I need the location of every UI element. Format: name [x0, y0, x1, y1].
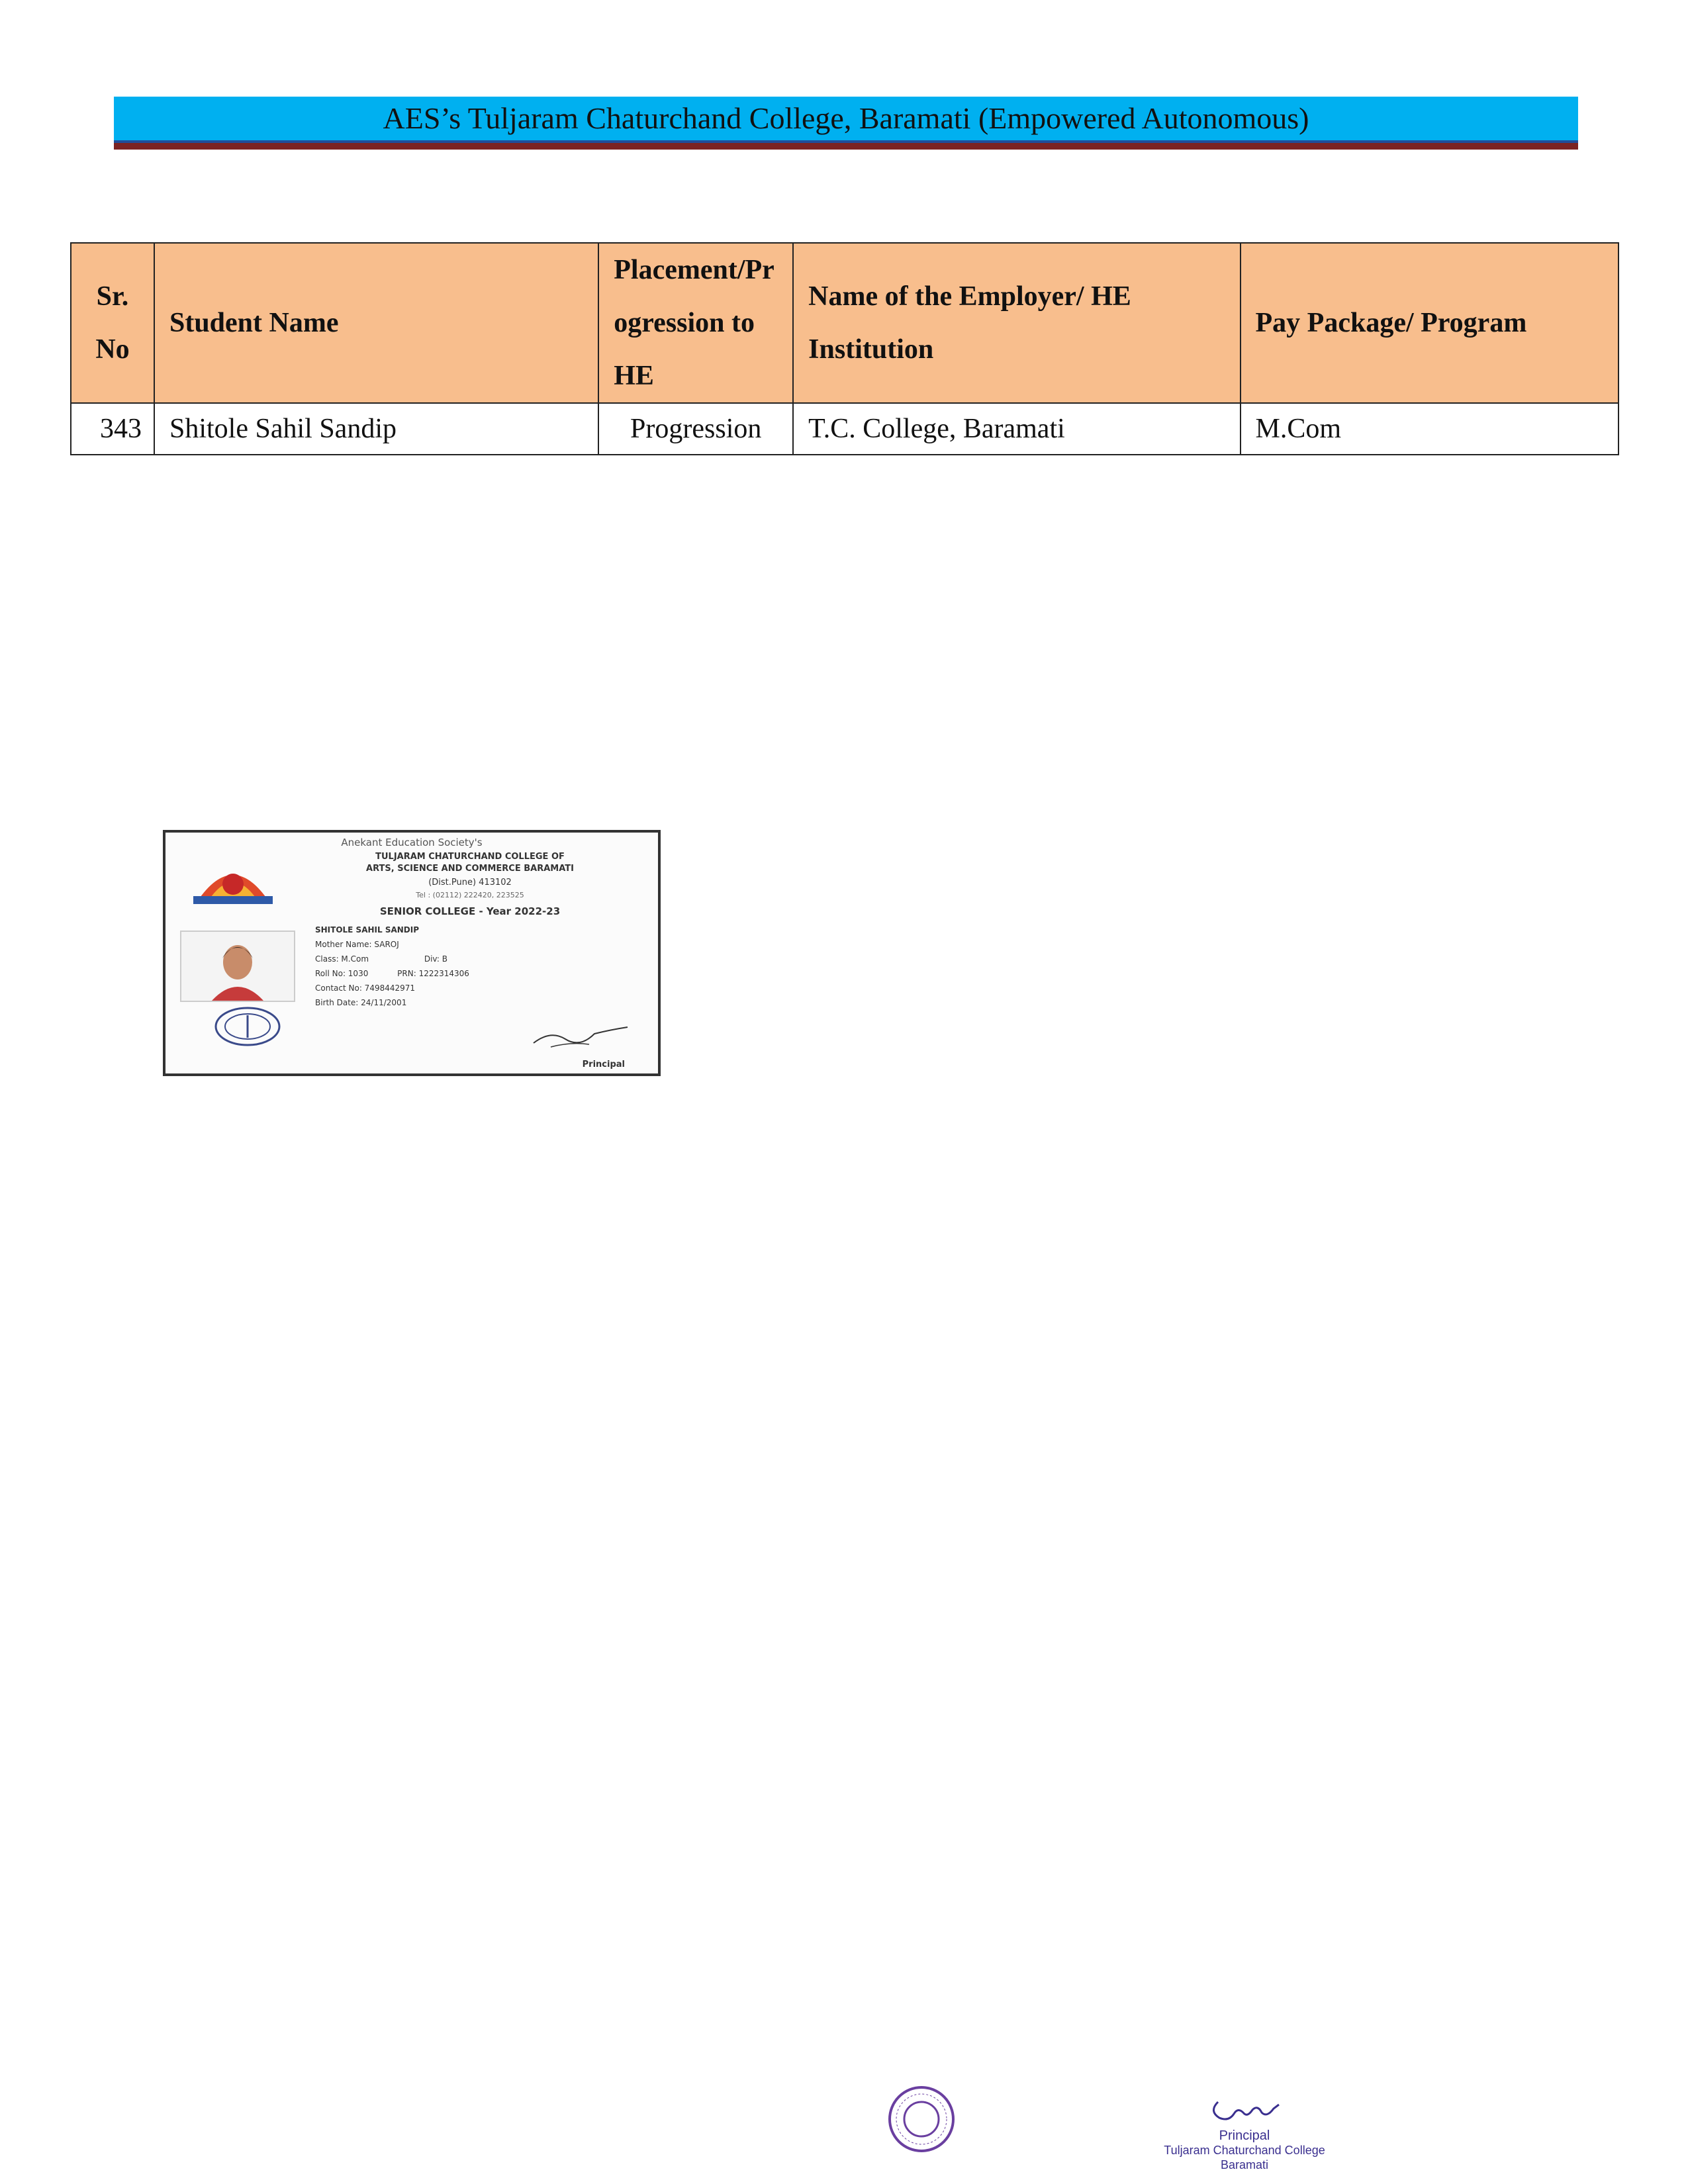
principal-institution: Tuljaram Chaturchand College [1164, 2144, 1325, 2157]
id-card-student-name: SHITOLE SAHIL SANDIP [315, 925, 420, 934]
id-card-college [298, 851, 642, 875]
id-card-contact: Contact No: 7498442971 [315, 983, 416, 993]
cell-placement: Progression [598, 403, 793, 455]
cell-student-name: Shitole Sahil Sandip [154, 403, 598, 455]
id-card-society: Anekant Education Society's [341, 837, 483, 848]
id-card-college-line1: TULJARAM CHATURCHAND COLLEGE OF [375, 852, 565, 862]
header-employer: Name of the Employer/ HE Institution [793, 243, 1240, 403]
college-header-banner [114, 97, 1578, 140]
id-card-division: Div: B [424, 954, 447, 964]
id-card-class-row [315, 952, 469, 966]
id-card-college-line2: ARTS, SCIENCE AND COMMERCE BARAMATI [366, 864, 574, 874]
principal-city: Baramati [1220, 2158, 1269, 2171]
college-header-title: AES’s Tuljaram Chaturchand College, Baramati (Empowered Autonomous) [383, 101, 1309, 135]
id-card-session: SENIOR COLLEGE - Year 2022-23 [379, 905, 561, 917]
principal-designation: Principal [1219, 2128, 1270, 2143]
table-header-row [71, 243, 1618, 403]
id-card-roll-row [315, 966, 469, 981]
header-rule-maroon [114, 143, 1578, 150]
id-card-signatory: Principal [582, 1060, 625, 1069]
college-seal-icon [212, 1005, 283, 1048]
college-logo-icon [191, 855, 275, 905]
cell-employer: T.C. College, Baramati [793, 403, 1240, 455]
principal-handwritten-signature-icon [1209, 2095, 1283, 2124]
cell-sr-no: 343 [71, 403, 154, 455]
id-card-mother-name: Mother Name: SAROJ [315, 940, 399, 949]
principal-signature-icon [531, 1022, 630, 1051]
id-card-district: (Dist.Pune) 413102 [428, 878, 512, 887]
student-photo [180, 931, 295, 1002]
id-card-prn: PRN: 1222314306 [397, 969, 469, 978]
id-card-phone: Tel : (02112) 222420, 223525 [416, 891, 524, 899]
cell-pay-package: M.Com [1241, 403, 1618, 455]
header-pay-package: Pay Package/ Program [1241, 243, 1618, 403]
header-student-name: Student Name [154, 243, 598, 403]
college-round-seal-icon [887, 2085, 956, 2154]
header-placement: Placement/Progression to HE [598, 243, 793, 403]
id-card-roll-no: Roll No: 1030 [315, 969, 369, 978]
id-card-birth-date: Birth Date: 24/11/2001 [315, 998, 407, 1007]
principal-stamp-text [1125, 2128, 1364, 2172]
table-row [71, 403, 1618, 455]
student-id-card-image [163, 830, 661, 1076]
id-card-details [315, 923, 469, 1010]
id-card-class: Class: M.Com [315, 954, 369, 964]
placement-table [70, 242, 1619, 455]
header-sr-no: Sr. No [71, 243, 154, 403]
